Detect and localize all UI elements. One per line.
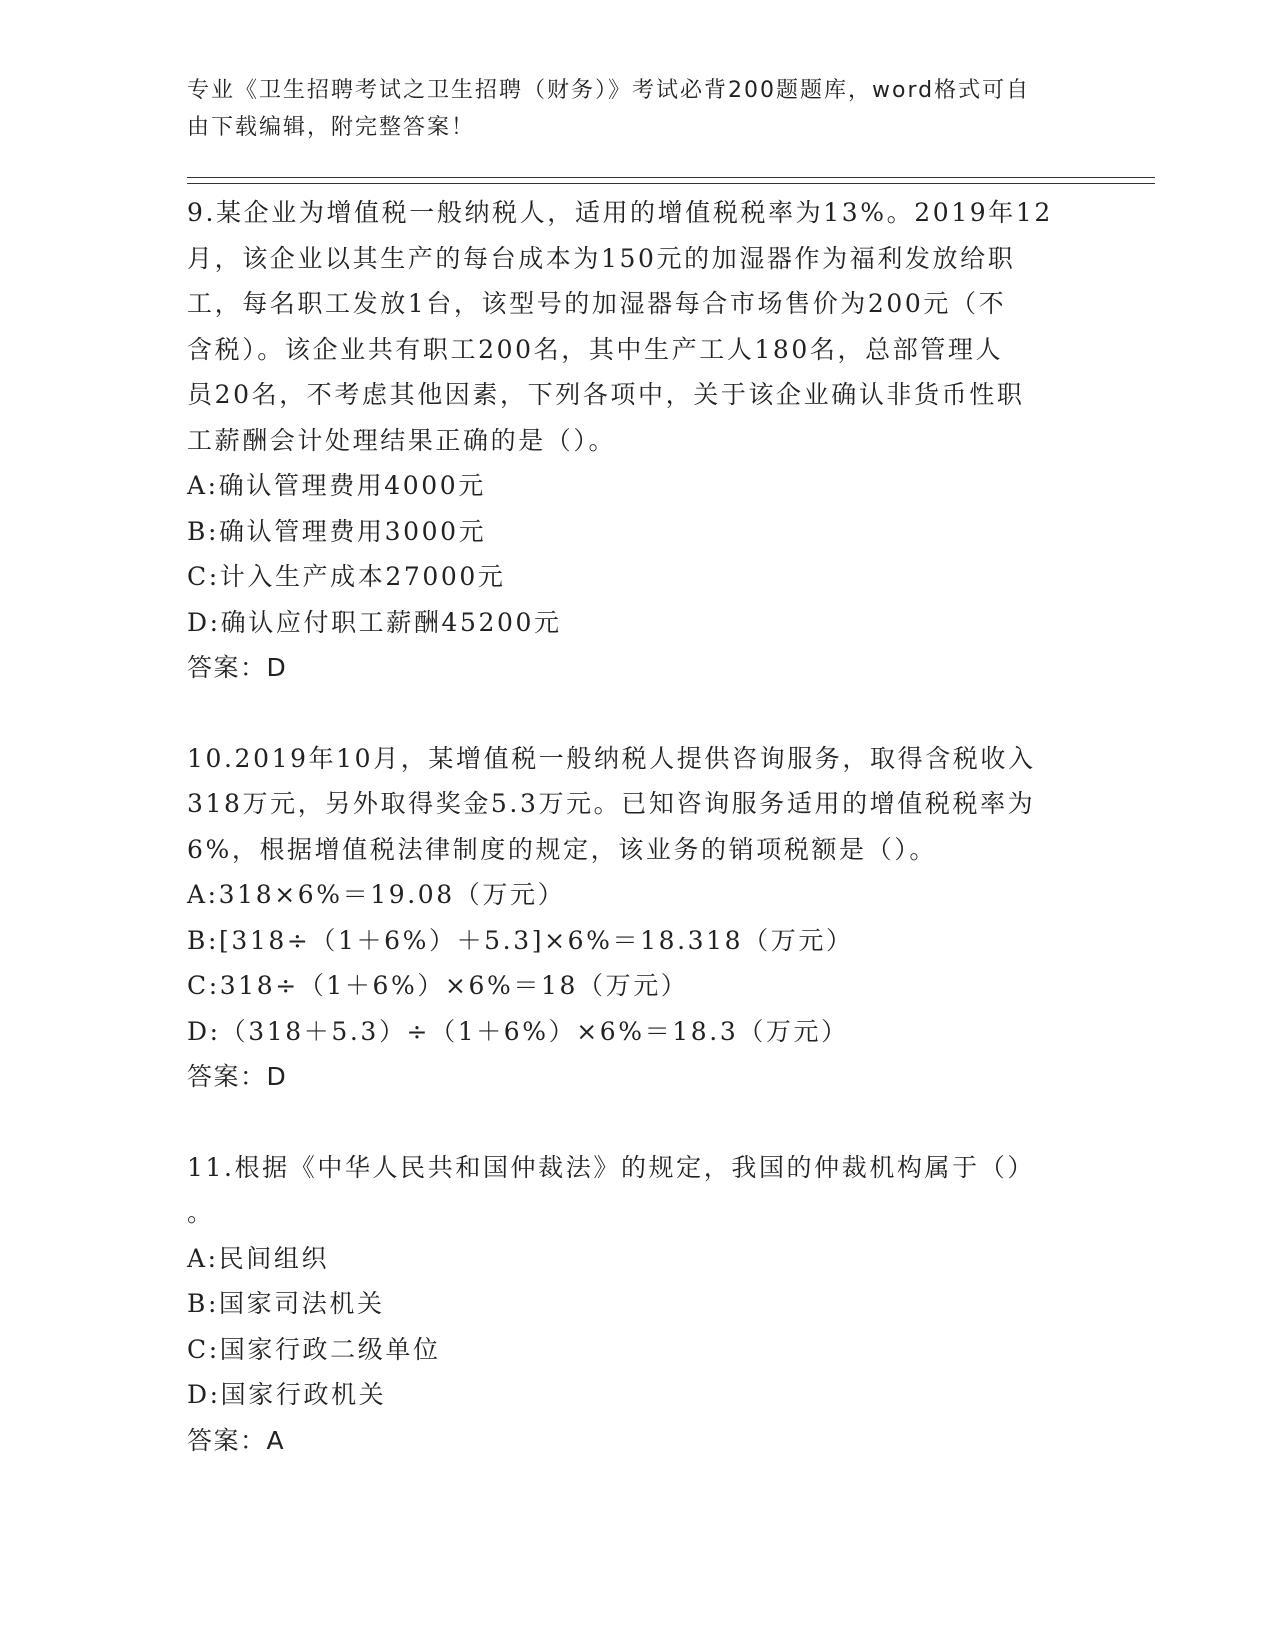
option-c: C:国家行政二级单位 <box>187 1334 441 1364</box>
option-b: B:国家司法机关 <box>187 1289 385 1318</box>
option-d: D:确认应付职工薪酬45200元 <box>187 607 562 637</box>
option-b: B:确认管理费用3000元 <box>187 516 487 546</box>
option-d: D:国家行政机关 <box>187 1380 387 1409</box>
document-header <box>187 72 1067 146</box>
stem-line: 9.某企业为增值税一般纳税人，适用的增值税税率为13%。2019年12 <box>187 198 1053 227</box>
stem-line: 。 <box>187 1198 215 1227</box>
stem-line: 11.根据《中华人民共和国仲裁法》的规定，我国的仲裁机构属于（） <box>187 1152 1035 1182</box>
header-line-2: 由下载编辑，附完整答案！ <box>187 115 476 140</box>
option-c: C:计入生产成本27000元 <box>187 562 506 591</box>
option-c: C:318÷（1＋6%）×6%＝18（万元） <box>187 971 689 1000</box>
header-divider-bottom <box>187 183 1155 184</box>
stem-line: 含税）。该企业共有职工200名，其中生产工人180名，总部管理人 <box>187 334 1004 364</box>
stem-line: 318万元，另外取得奖金5.3万元。已知咨询服务适用的增值税税率为 <box>187 789 1036 818</box>
question-list <box>187 190 1087 1463</box>
question-10 <box>187 736 1087 1100</box>
stem-line: 工，每名职工发放1台，该型号的加湿器每合市场售价为200元（不 <box>187 289 1007 318</box>
question-9 <box>187 190 1087 691</box>
stem-line: 月，该企业以其生产的每台成本为150元的加湿器作为福利发放给职 <box>187 243 1016 273</box>
answer-label: 答案：A <box>187 1425 286 1455</box>
stem-line: 6%，根据增值税法律制度的规定，该业务的销项税额是（）。 <box>187 834 937 864</box>
stem-line: 10.2019年10月，某增值税一般纳税人提供咨询服务，取得含税收入 <box>187 743 1036 773</box>
question-11 <box>187 1145 1087 1464</box>
question-stem <box>187 736 1087 873</box>
option-d: D:（318＋5.3）÷（1＋6%）×6%＝18.3（万元） <box>187 1016 849 1046</box>
option-a: A:318×6%＝19.08（万元） <box>187 880 566 909</box>
option-b: B:[318÷（1＋6%）＋5.3]×6%＝18.318（万元） <box>187 925 854 955</box>
question-stem <box>187 190 1087 463</box>
answer-label: 答案：D <box>187 1062 288 1091</box>
option-a: A:确认管理费用4000元 <box>187 471 486 500</box>
stem-line: 工薪酬会计处理结果正确的是（）。 <box>187 425 617 455</box>
stem-line: 员20名，不考虑其他因素，下列各项中，关于该企业确认非货币性职 <box>187 380 1025 409</box>
option-a: A:民间组织 <box>187 1243 330 1273</box>
question-stem <box>187 1145 1087 1236</box>
header-line-1: 专业《卫生招聘考试之卫生招聘（财务）》考试必背200题题库，word格式可自 <box>187 78 1031 103</box>
header-divider-top <box>187 177 1155 178</box>
answer-label: 答案：D <box>187 653 288 682</box>
